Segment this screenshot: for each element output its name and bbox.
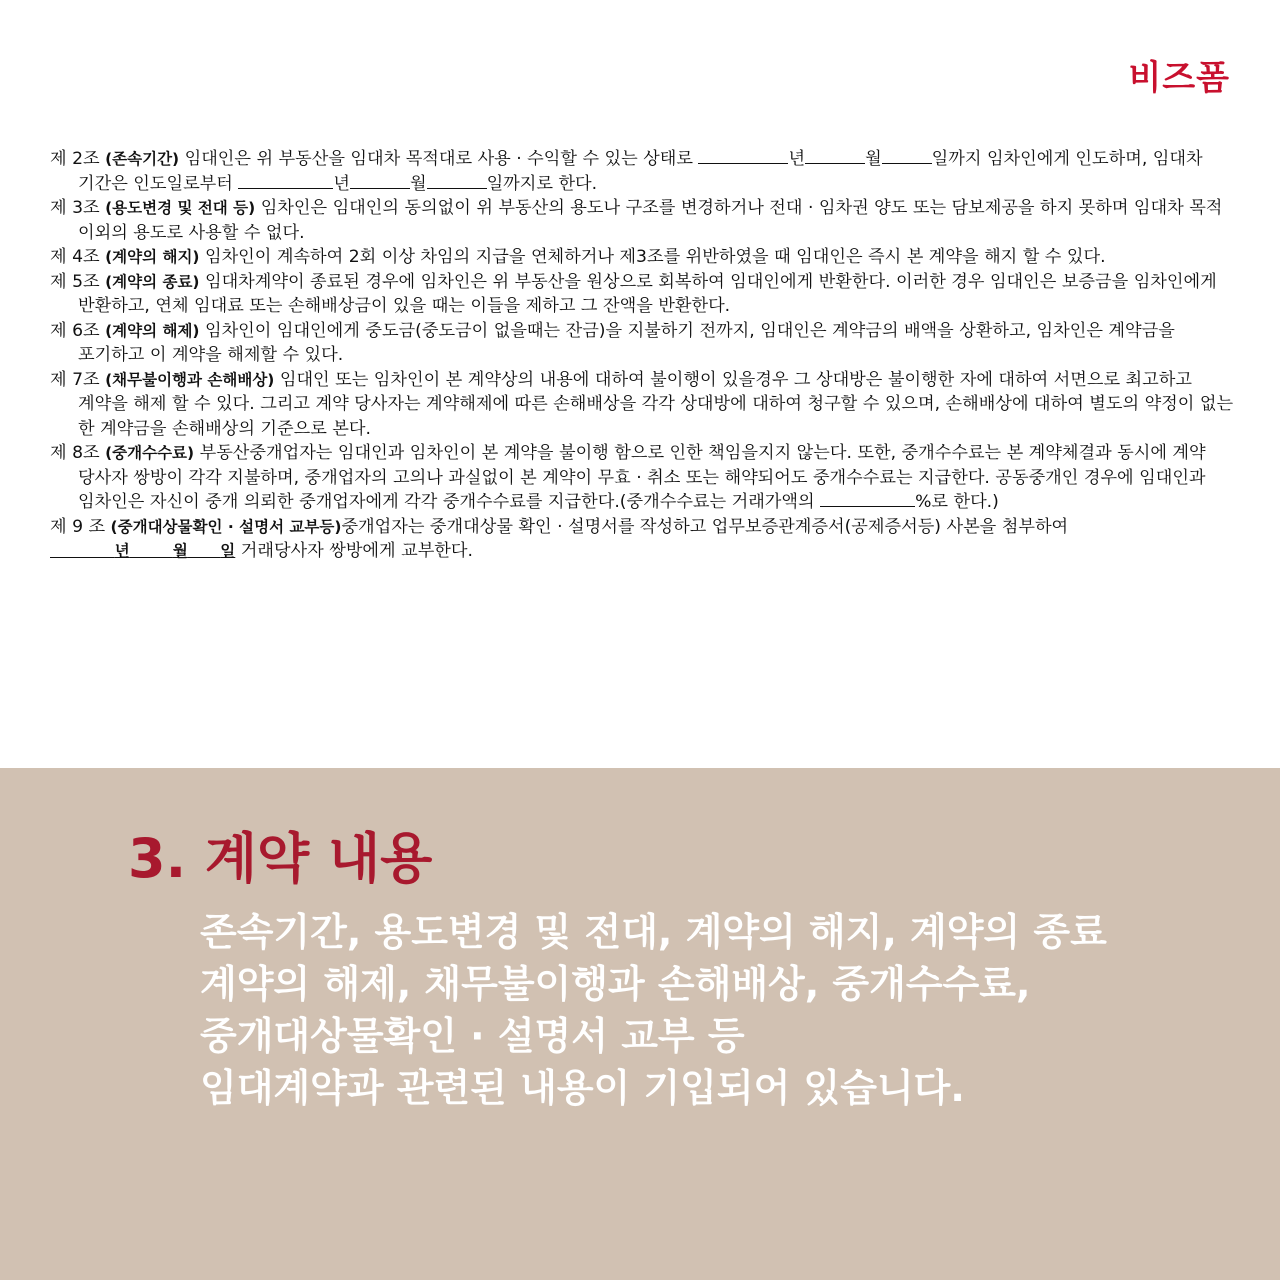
clause-text: 임대인 또는 임차인이 본 계약상의 내용에 대하여 불이행이 있을경우 그 상대방은 불이행한 자에 대하여 서면으로 최고하고 계약을 해제 할 수 있다. 그리고 계약 당사자는 계약해제에 따른 손해배상을 각각 상대방에 대하여 청구할 수 있으며, 손해배상에 대하여 별도의 약정이 없는 한 계약금을 손해배상의 기준으로 본다. xyxy=(78,369,1234,439)
clause-5 xyxy=(50,270,1240,319)
date-day-label: 일 xyxy=(220,542,236,560)
clause-text: 일까지 임차인에게 인도하며, 임대차 기간은 인도일로부터 xyxy=(78,149,1203,194)
clause-text: 임대인은 위 부동산을 임대차 목적대로 사용 · 수익할 수 있는 상태로 xyxy=(179,149,699,169)
clause-number: 제 7조 xyxy=(50,369,100,390)
clause-7 xyxy=(50,368,1240,442)
clause-6 xyxy=(50,319,1240,368)
blank-line xyxy=(698,147,788,164)
clause-text: 임차인은 임대인의 동의없이 위 부동산의 용도나 구조를 변경하거나 전대 · 임차권 양도 또는 담보제공을 하지 못하며 임대차 목적 이외의 용도로 사용할 수 없다. xyxy=(78,198,1223,243)
section-description xyxy=(200,906,1230,1114)
date-month-label: 월 xyxy=(172,542,188,560)
blank-line xyxy=(238,172,333,189)
clause-number: 제 2조 xyxy=(50,149,100,169)
summary-panel xyxy=(0,768,1280,1280)
description-line: 계약의 해제, 채무불이행과 손해배상, 중개수수료, xyxy=(200,962,1031,1006)
section-title: 3. 계약 내용 xyxy=(128,827,433,890)
clause-text: 중개업자는 중개대상물 확인 · 설명서를 작성하고 업무보증관계증서(공제증서등) 사본을 첨부하여 xyxy=(341,516,1069,537)
clause-number: 제 8조 xyxy=(50,443,100,463)
blank-line xyxy=(350,172,410,189)
clause-term: (중개대상물확인 · 설명서 교부등) xyxy=(110,517,342,536)
clause-4 xyxy=(50,245,1240,270)
clause-term: (용도변경 및 전대 등) xyxy=(105,199,256,217)
clause-text: 년 xyxy=(333,173,350,194)
blank-line xyxy=(805,147,865,164)
clause-term: (중개수수료) xyxy=(105,444,195,462)
blank-line xyxy=(882,147,932,164)
clause-number: 제 9 조 xyxy=(50,516,106,537)
clause-text: 월 xyxy=(865,149,882,169)
clause-9 xyxy=(50,515,1240,564)
clause-number: 제 6조 xyxy=(50,320,100,341)
clause-term: (채무불이행과 손해배상) xyxy=(105,370,275,389)
clause-text: 부동산중개업자는 임대인과 임차인이 본 계약을 불이행 함으로 인한 책임을지지 않는다. 또한, 중개수수료는 본 계약체결과 동시에 계약 당사자 쌍방이 각각 지불하며, 중개업자의 고의나 과실없이 본 계약이 무효 · 취소 또는 해약되어도 중개수수료는 지급한다. 공동중개인 경우에 임대인과 임차인은 자신이 중개 의뢰한 중개업자에게 각각 중개수수료를 지급한다.(중개수수료는 거래가액의 xyxy=(78,443,1206,512)
blank-line xyxy=(820,490,915,507)
clause-term: (계약의 해지) xyxy=(105,248,200,266)
date-year-label: 년 xyxy=(114,542,130,560)
clause-number: 제 5조 xyxy=(50,271,100,292)
clause-term: (존속기간) xyxy=(105,150,180,168)
clause-text: 월 xyxy=(409,173,427,194)
date-blank xyxy=(50,542,235,560)
description-line: 임대계약과 관련된 내용이 기입되어 있습니다. xyxy=(200,1066,965,1110)
clause-term: (계약의 종료) xyxy=(105,272,200,291)
clause-text: 임차인이 임대인에게 중도금(중도금이 없을때는 잔금)을 지불하기 전까지, 임대인은 계약금의 배액을 상환하고, 임차인은 계약금을 포기하고 이 계약을 해제할 수 있다. xyxy=(78,320,1175,365)
clause-text: 임대차계약이 종료된 경우에 임차인은 위 부동산을 원상으로 회복하여 임대인에게 반환한다. 이러한 경우 임대인은 보증금을 임차인에게 반환하고, 연체 임대료 또는 손해배상금이 있을 때는 이들을 제하고 그 잔액을 반환한다. xyxy=(78,271,1217,316)
clause-8 xyxy=(50,441,1240,515)
clause-number: 제 4조 xyxy=(50,247,100,267)
description-line: 존속기간, 용도변경 및 전대, 계약의 해지, 계약의 종료 xyxy=(200,910,1107,954)
description-line: 중개대상물확인 · 설명서 교부 등 xyxy=(200,1014,745,1058)
clause-3 xyxy=(50,196,1240,245)
contract-clauses xyxy=(50,147,1240,564)
clause-number: 제 3조 xyxy=(50,198,100,218)
clause-text: %로 한다.) xyxy=(915,492,999,512)
clause-text: 임차인이 계속하여 2회 이상 차임의 지급을 연체하거나 제3조를 위반하였을 때 임대인은 즉시 본 계약을 해지 할 수 있다. xyxy=(199,247,1106,267)
clause-text: 일까지로 한다. xyxy=(486,173,598,194)
clause-2 xyxy=(50,147,1240,196)
clause-text: 거래당사자 쌍방에게 교부한다. xyxy=(235,541,473,561)
clause-text: 년 xyxy=(788,149,806,169)
clause-term: (계약의 해제) xyxy=(105,321,200,340)
brand-logo-text: 비즈폼 xyxy=(1128,58,1230,98)
blank-line xyxy=(427,172,487,189)
